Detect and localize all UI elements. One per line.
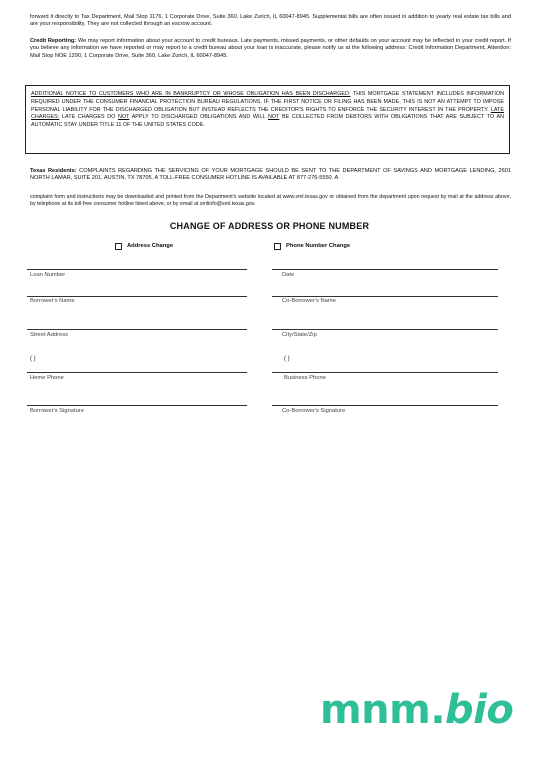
coborrower-name-field[interactable] — [272, 296, 498, 297]
phone-change-option[interactable] — [274, 241, 350, 251]
business-phone-field[interactable] — [272, 372, 498, 373]
bankruptcy-notice-part3: APPLY TO DISCHARGED OBLIGATIONS AND WILL — [129, 114, 268, 121]
coborrower-signature-field[interactable] — [272, 405, 498, 406]
credit-reporting-paragraph — [30, 38, 511, 60]
late-charges-label: LATE CHARGES: — [31, 106, 504, 121]
address-change-label: Address Change — [127, 243, 174, 249]
home-phone-area-code: ( ) — [30, 356, 36, 362]
bankruptcy-notice-part4: BE COLLECTED FROM DEBTORS WITH OBLIGATIONS THAT ARE SUBJECT TO AN AUTOMATIC STAY UNDER TITLE 11 OF THE UNITED STATES CODE. — [31, 114, 505, 129]
phone-change-checkbox[interactable] — [274, 243, 281, 250]
street-address-field[interactable] — [27, 329, 247, 330]
mnm-bio-logo — [320, 686, 513, 734]
street-address-label: Street Address — [30, 332, 69, 338]
date-field[interactable] — [272, 269, 498, 270]
loan-number-field[interactable] — [27, 269, 247, 270]
bankruptcy-notice-heading: ADDITIONAL NOTICE TO CUSTOMERS WHO ARE IN BANKRUPTCY OR WHOSE OBLIGATION HAS BEEN DISCHARGED: — [31, 91, 351, 97]
city-state-zip-field[interactable] — [272, 329, 498, 330]
not-emphasis-1: NOT — [118, 114, 130, 121]
loan-number-label: Loan Number — [30, 272, 66, 278]
date-label: Date — [282, 272, 295, 278]
home-phone-field[interactable] — [27, 372, 247, 373]
borrower-name-label: Borrower's Name — [30, 298, 75, 304]
borrower-signature-field[interactable] — [27, 405, 247, 406]
credit-reporting-heading: Credit Reporting: — [30, 38, 77, 44]
bankruptcy-notice-text — [31, 91, 504, 130]
city-state-zip-label: City/State/Zip — [282, 332, 317, 338]
texas-complaint-text: complaint form and instructions may be downloaded and printed from the Department's website located at www.sml.texas.gov or obtained from the department upon request by mail at the address above, by telephone at its toll-free consumer hotline listed above, or by email at smlinfo@sml.texas.gov. — [30, 194, 511, 208]
logo-brand-text: mnm. — [320, 687, 446, 733]
bankruptcy-notice-part2: LATE CHARGES DO — [59, 114, 118, 121]
not-emphasis-2: NOT — [267, 114, 280, 121]
bankruptcy-notice-box — [25, 85, 510, 154]
phone-change-label: Phone Number Change — [286, 243, 351, 249]
texas-residents-heading: Texas Residents: — [30, 168, 77, 174]
texas-residents-text: COMPLAINTS REGARDING THE SERVICING OF YOUR MORTGAGE SHOULD BE SENT TO THE DEPARTMENT OF SAVINGS AND MORTGAGE LENDING, 2601 NORTH LAMAR, SUITE 201, AUSTIN, TX 78705. A TOLL-FREE CONSUMER HOTLINE IS AVAILABLE AT 877-276-5550. A — [30, 168, 511, 182]
coborrower-name-label: Co-Borrower's Name — [282, 298, 336, 304]
business-phone-label: Business Phone — [284, 375, 326, 381]
texas-complaint-paragraph — [30, 194, 511, 208]
logo-brand-italic-text: bio — [445, 687, 514, 733]
business-phone-area-code: ( ) — [284, 356, 290, 362]
coborrower-signature-label: Co-Borrower's Signature — [282, 408, 346, 414]
borrower-signature-label: Borrower's Signature — [30, 408, 84, 414]
address-change-option[interactable] — [115, 241, 173, 251]
texas-residents-paragraph — [30, 168, 511, 183]
escrow-tax-text: forward it directly to Tax Department, Mail Stop 1176, 1 Corporate Drive, Suite 360, Lake Zurich, IL 60047-8945. Supplemental bills are often issued in addition to yearly real estate tax bills and are your responsibility. They are not collected through an escrow account. — [30, 14, 511, 28]
borrower-name-field[interactable] — [27, 296, 247, 297]
form-title: CHANGE OF ADDRESS OR PHONE NUMBER — [169, 221, 370, 231]
escrow-tax-paragraph — [30, 14, 511, 29]
bankruptcy-notice-part1: THIS MORTGAGE STATEMENT INCLUDES INFORMATION REQUIRED UNDER THE CONSUMER FINANCIAL PROTECTION BUREAU REGULATIONS. IF THE FIRST NOTICE OR FILING HAS BEEN MADE, THIS IS NOT AN ATTEMPT TO IMPOSE PERSONAL LIABILITY FOR THE DISCHARGED OBLIGATION BUT INSTEAD REFLECTS THE CREDITOR'S RIGHTS TO ENFORCE THE SECURITY INTEREST IN THE PROPERTY. — [31, 91, 504, 113]
home-phone-label: Home Phone — [30, 375, 64, 381]
credit-reporting-text: We may report information about your account to credit bureaus. Late payments, missed payments, or other defaults on your account may be reflected in your credit report. If you believe any information we have reported or may report to a credit bureau about your loan is inaccurate, please notify us at the following address: Credit Information Department, Attention: Mail Stop NOE 1290, 1 Corporate Drive, Suite 360, Lake Zurich, IL 60047-8945. — [30, 38, 511, 59]
address-change-checkbox[interactable] — [115, 243, 122, 250]
